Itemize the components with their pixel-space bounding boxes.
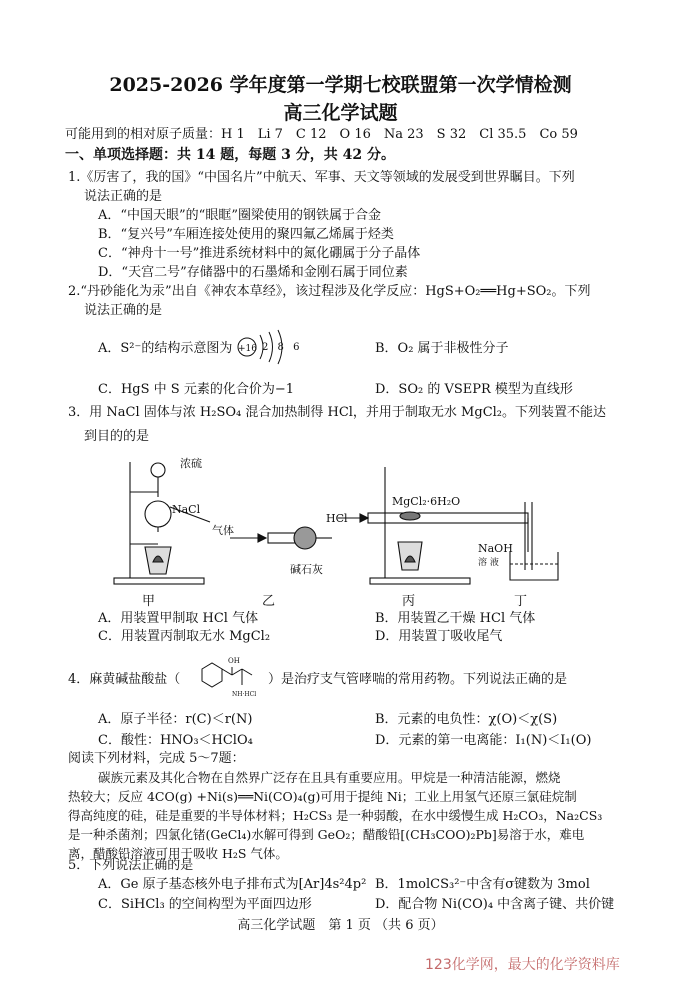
- apparatus-bing: [338, 467, 528, 584]
- q5-option-a: A．Ge 原子基态核外电子排布式为[Ar]4s²4p²: [98, 877, 367, 892]
- q1-option-d: D．“天宫二号”存储器中的石墨烯和金刚石属于同位素: [98, 265, 408, 280]
- label-nacl: NaCl: [172, 503, 201, 516]
- page-footer: 高三化学试题 第 1 页 （共 6 页）: [237, 918, 444, 933]
- q2-option-c: C．HgS 中 S 元素的化合价为−1: [98, 382, 294, 397]
- label-solution: 溶 液: [478, 558, 499, 568]
- q3-option-b: B．用装置乙干燥 HCl 气体: [375, 611, 536, 626]
- apparatus-ding: [510, 502, 558, 580]
- apparatus-figure: [100, 452, 570, 602]
- apparatus-yi: [230, 527, 332, 549]
- diagram-nucleus-charge: +16: [238, 344, 257, 354]
- q1-option-b: B．“复兴号”车厢连接处使用的聚四氟乙烯属于烃类: [98, 227, 394, 242]
- reading-intro: 阅读下列材料，完成 5～7题：: [68, 751, 245, 766]
- q3-stem: 3．用 NaCl 固体与浓 H₂SO₄ 混合加热制得 HCl，并用于制取无水 MgCl₂。下列装置不能达: [68, 405, 607, 420]
- q4-option-d: D．元素的第一电离能：I₁(N)＜I₁(O): [375, 733, 592, 748]
- label-mgcl2: MgCl₂·6H₂O: [392, 495, 461, 508]
- reading-line-3: 得高纯度的硅，硅是重要的半导体材料；H₂CS₃ 是一种弱酸，在水中缓慢生成 H₂CO₃，Na₂CS₃: [68, 808, 603, 823]
- apparatus-jia: [114, 462, 210, 584]
- reading-line-4: 是一种杀菌剂；四氯化锗(GeCl₄)水解可得到 GeO₂；醋酸铅[(CH₃COO)₂Pb]易溶于水，难电: [68, 827, 585, 842]
- q3-stem-cont: 到目的的是: [84, 429, 150, 444]
- exam-subtitle: 高三化学试题: [283, 102, 398, 124]
- q4-stem-pre: 4．麻黄碱盐酸盐（: [68, 672, 181, 687]
- q1-option-c: C．“神舟十一号”推进系统材料中的氮化硼属于分子晶体: [98, 246, 421, 261]
- q5-stem: 5．下列说法正确的是: [68, 858, 194, 873]
- q2-option-d: D．SO₂ 的 VSEPR 模型为直线形: [375, 382, 573, 397]
- atomic-masses: 可能用到的相对原子质量：H 1 Li 7 C 12 O 16 Na 23 S 32 Cl 35.5 Co 59: [65, 127, 578, 142]
- q2-option-a: A．S²⁻的结构示意图为: [98, 341, 233, 356]
- label-conc-acid: 浓硫: [180, 457, 202, 470]
- struct-oh: OH: [228, 657, 240, 665]
- struct-nh: NH·HCl: [232, 691, 257, 698]
- q2-stem-cont: 说法正确的是: [84, 303, 163, 318]
- reading-line-5: 离，醋酸铅溶液可用于吸收 H₂S 气体。: [68, 846, 288, 861]
- q3-option-c: C．用装置丙制取无水 MgCl₂: [98, 629, 271, 644]
- q4-option-a: A．原子半径：r(C)＜r(N): [98, 712, 253, 727]
- reading-line-1: 碳族元素及其化合物在自然界广泛存在且具有重要应用。甲烷是一种清洁能源，燃烧: [98, 770, 561, 785]
- apparatus-label-jia: 甲: [142, 594, 156, 609]
- diagram-electron-shells: 2 8 6: [262, 342, 303, 353]
- q5-option-b: B．1molCS₃²⁻中含有σ键数为 3mol: [375, 877, 590, 892]
- label-soda-lime: 碱石灰: [290, 563, 323, 576]
- q4-stem-post: ）是治疗支气管哮喘的常用药物。下列说法正确的是: [268, 672, 568, 687]
- q4-option-b: B．元素的电负性：χ(O)＜χ(S): [375, 712, 558, 727]
- label-gas: 气体: [212, 524, 234, 537]
- q5-option-c: C．SiHCl₃ 的空间构型为平面四边形: [98, 897, 312, 912]
- label-hcl: HCl: [326, 512, 348, 525]
- apparatus-label-bing: 丙: [402, 594, 416, 609]
- exam-title: 2025-2026 学年度第一学期七校联盟第一次学情检测: [109, 74, 572, 96]
- watermark: 123化学网，最大的化学资料库: [425, 957, 620, 973]
- q1-option-a: A．“中国天眼”的“眼眶”圈梁使用的钢铁属于合金: [98, 208, 381, 223]
- label-naoh: NaOH: [478, 542, 513, 555]
- q3-option-d: D．用装置丁吸收尾气: [375, 629, 503, 644]
- q3-option-a: A．用装置甲制取 HCl 气体: [98, 611, 259, 626]
- apparatus-label-yi: 乙: [262, 594, 276, 609]
- q1-stem-cont: 说法正确的是: [84, 189, 163, 204]
- section-heading: 一、单项选择题：共 14 题，每题 3 分，共 42 分。: [65, 147, 395, 163]
- q4-option-c: C．酸性：HNO₃＜HClO₄: [98, 733, 253, 748]
- q2-stem: 2.“丹砂能化为汞”出自《神农本草经》，该过程涉及化学反应：HgS+O₂══Hg+SO₂。下列: [68, 284, 591, 299]
- q1-stem: 1.《厉害了，我的国》“中国名片”中航天、军事、天文等领域的发展受到世界瞩目。下列: [68, 170, 575, 185]
- apparatus-label-ding: 丁: [514, 594, 528, 609]
- q5-option-d: D．配合物 Ni(CO)₄ 中含离子键、共价键: [375, 897, 615, 912]
- q2-option-b: B．O₂ 属于非极性分子: [375, 341, 509, 356]
- reading-line-2: 热较大；反应 4CO(g) +Ni(s)══Ni(CO)₄(g)可用于提纯 Ni；工业上用氢气还原三氯硅烷制: [68, 789, 577, 804]
